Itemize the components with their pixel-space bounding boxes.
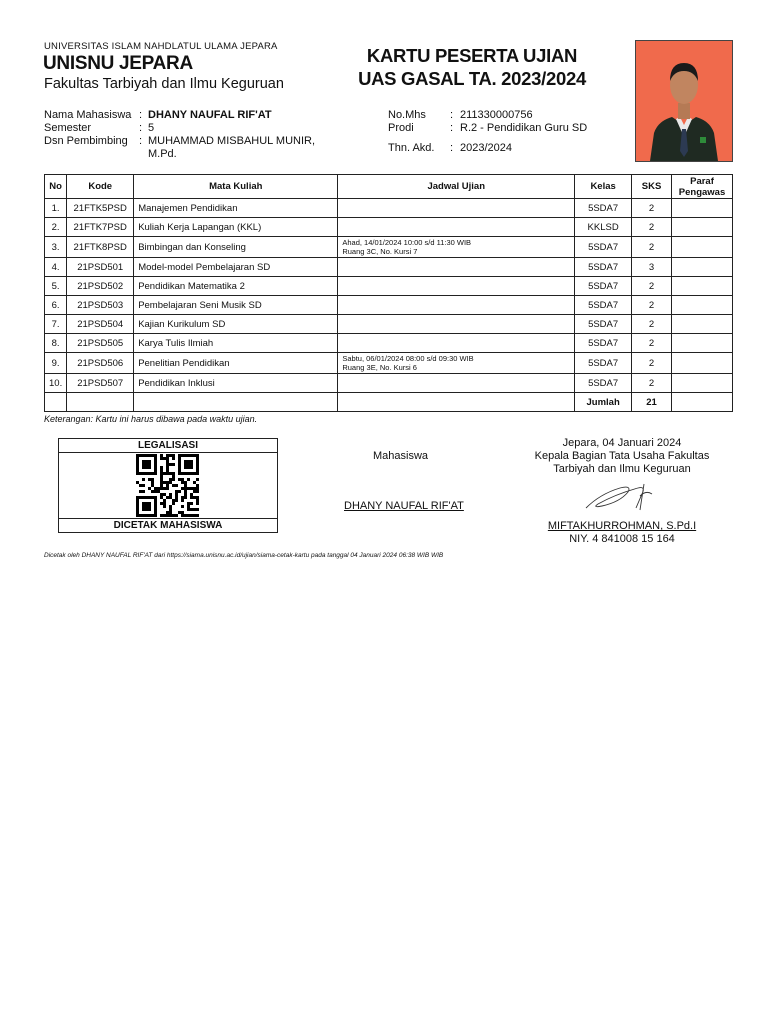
table-row [45, 237, 733, 258]
cell-kode: 21FTK5PSD [67, 199, 134, 218]
cell-kode: 21FTK8PSD [67, 237, 134, 258]
card-title [340, 44, 604, 90]
header-mata-kuliah: Mata Kuliah [134, 175, 338, 199]
cell-kode: 21PSD505 [67, 334, 134, 353]
cell-kelas: 5SDA7 [575, 237, 632, 258]
cell-jadwal [338, 199, 575, 218]
header-sks: SKS [632, 175, 672, 199]
prodi-value: R.2 - Pendidikan Guru SD [460, 122, 588, 134]
academic-year-label: Thn. Akd. [388, 142, 435, 154]
cell-mata-kuliah: Kajian Kurikulum SD [134, 315, 338, 334]
table-header-row [45, 175, 733, 199]
cell-paraf [672, 277, 733, 296]
student-photo-image [636, 41, 732, 161]
card-note: Keterangan: Kartu ini harus dibawa pada waktu ujian. [44, 414, 258, 424]
cell-no: 7. [45, 315, 67, 334]
cell-paraf [672, 315, 733, 334]
semester-colon: : [139, 122, 143, 134]
prodi-colon: : [450, 122, 454, 134]
schedule-jadwal1: Sabtu, 06/01/2024 08:00 s/d 09:30 WIB [342, 354, 474, 363]
schedule-jadwal1: Ahad, 14/01/2024 10:00 s/d 11:30 WIB [342, 238, 472, 247]
cell-paraf [672, 218, 733, 237]
cell-mata-kuliah: Bimbingan dan Konseling [134, 237, 338, 258]
header-paraf-pengawas [672, 175, 733, 199]
cell-kelas: 5SDA7 [575, 353, 632, 374]
cell-paraf [672, 374, 733, 393]
cell-no: 4. [45, 258, 67, 277]
cell-kelas: 5SDA7 [575, 374, 632, 393]
cell-mata-kuliah: Pendidikan Matematika 2 [134, 277, 338, 296]
qr-code-icon [136, 454, 199, 517]
cell-sks: 2 [632, 353, 672, 374]
cell-sks: 2 [632, 315, 672, 334]
cell-kode: 21PSD503 [67, 296, 134, 315]
table-row [45, 258, 733, 277]
official-niy: NIY. 4 841008 15 164 [569, 533, 675, 545]
legalisasi-title: LEGALISASI [59, 439, 277, 453]
name-label: Nama Mahasiswa [44, 109, 132, 121]
cell-kelas: 5SDA7 [575, 199, 632, 218]
cell-paraf [672, 199, 733, 218]
faculty-name: Fakultas Tarbiyah dan Ilmu Keguruan [44, 76, 284, 92]
official-identity [500, 520, 744, 546]
nim-value: 211330000756 [460, 109, 533, 121]
header-jadwal-ujian: Jadwal Ujian [338, 175, 575, 199]
cell-kode: 21PSD507 [67, 374, 134, 393]
advisor-label: Dsn Pembimbing [44, 135, 128, 147]
cell-kode: 21PSD501 [67, 258, 134, 277]
cell-jadwal [338, 277, 575, 296]
total-label: Jumlah [575, 393, 632, 412]
official-title-line1: Kepala Bagian Tata Usaha Fakultas [534, 450, 710, 462]
cell-sks: 2 [632, 199, 672, 218]
cell-kelas: 5SDA7 [575, 258, 632, 277]
table-total-row [45, 393, 733, 412]
card-title-line2: UAS GASAL TA. 2023/2024 [358, 68, 586, 89]
cell-jadwal [338, 353, 575, 374]
cell-kelas: KKLSD [575, 218, 632, 237]
prodi-label: Prodi [388, 122, 414, 134]
cell-kelas: 5SDA7 [575, 277, 632, 296]
cell-paraf [672, 258, 733, 277]
cell-sks: 2 [632, 218, 672, 237]
header-kelas: Kelas [575, 175, 632, 199]
nim-label: No.Mhs [388, 109, 426, 121]
cell-sks: 2 [632, 374, 672, 393]
student-name: DHANY NAUFAL RIF'AT [148, 109, 272, 121]
official-name: MIFTAKHURROHMAN, S.Pd.I [547, 520, 697, 532]
card-title-line1: KARTU PESERTA UJIAN [366, 45, 578, 66]
header-paraf-line2: Pengawas [678, 186, 726, 198]
university-name: UNIVERSITAS ISLAM NAHDLATUL ULAMA JEPARA [44, 41, 278, 52]
cell-jadwal [338, 374, 575, 393]
header-no: No [45, 175, 67, 199]
cell-kelas: 5SDA7 [575, 315, 632, 334]
semester-value: 5 [148, 122, 155, 134]
schedule-jadwal2: Ruang 3C, No. Kursi 7 [342, 247, 418, 256]
exam-schedule-table [44, 174, 733, 412]
cell-mata-kuliah: Pembelajaran Seni Musik SD [134, 296, 338, 315]
cell-sks: 2 [632, 296, 672, 315]
cell-no: 3. [45, 237, 67, 258]
cell-mata-kuliah: Karya Tulis Ilmiah [134, 334, 338, 353]
cell-mata-kuliah: Kuliah Kerja Lapangan (KKL) [134, 218, 338, 237]
cell-no: 9. [45, 353, 67, 374]
cell-kode: 21PSD506 [67, 353, 134, 374]
cell-paraf [672, 334, 733, 353]
cell-jadwal [338, 296, 575, 315]
official-title-line2: Tarbiyah dan Ilmu Keguruan [553, 463, 691, 475]
cell-sks: 3 [632, 258, 672, 277]
official-signature-block [500, 437, 744, 476]
cell-mata-kuliah: Model-model Pembelajaran SD [134, 258, 338, 277]
header-kode: Kode [67, 175, 134, 199]
advisor-name-line1: MUHAMMAD MISBAHUL MUNIR, [148, 135, 316, 147]
semester-label: Semester [44, 122, 92, 134]
header-paraf-line1: Paraf [690, 175, 714, 187]
cell-paraf [672, 237, 733, 258]
name-colon: : [139, 109, 143, 121]
official-signature-scribble [580, 480, 662, 514]
cell-kode: 21PSD504 [67, 315, 134, 334]
university-short-name: UNISNU JEPARA [43, 53, 193, 74]
cell-no: 2. [45, 218, 67, 237]
table-row [45, 334, 733, 353]
cell-jadwal [338, 237, 575, 258]
cell-no: 10. [45, 374, 67, 393]
cell-no: 8. [45, 334, 67, 353]
student-signature-name: DHANY NAUFAL RIF'AT [344, 500, 464, 512]
cell-mata-kuliah: Pendidikan Inklusi [134, 374, 338, 393]
cell-kelas: 5SDA7 [575, 296, 632, 315]
cell-jadwal [338, 218, 575, 237]
table-row [45, 199, 733, 218]
cell-sks: 2 [632, 334, 672, 353]
cell-kode: 21FTK7PSD [67, 218, 134, 237]
cell-paraf [672, 353, 733, 374]
table-row [45, 277, 733, 296]
legalisasi-footer: DICETAK MAHASISWA [59, 518, 277, 532]
cell-jadwal [338, 258, 575, 277]
table-row [45, 296, 733, 315]
student-signature-label: Mahasiswa [373, 450, 429, 462]
cell-kelas: 5SDA7 [575, 334, 632, 353]
cell-kode: 21PSD502 [67, 277, 134, 296]
table-row [45, 315, 733, 334]
advisor-colon: : [139, 135, 143, 147]
cell-mata-kuliah: Penelitian Pendidikan [134, 353, 338, 374]
advisor-name-line2: M.Pd. [148, 148, 177, 160]
legalisasi-box [58, 438, 278, 533]
cell-no: 1. [45, 199, 67, 218]
cell-paraf [672, 296, 733, 315]
place-date: Jepara, 04 Januari 2024 [562, 437, 682, 449]
print-footnote: Dicetak oleh DHANY NAUFAL RIF'AT dari https://siama.unisnu.ac.id/ujian/siama-cetak-kartu pada tanggal 04 Januari 2024 06:38 WIB WIB [44, 552, 444, 559]
table-row [45, 218, 733, 237]
cell-no: 5. [45, 277, 67, 296]
cell-jadwal [338, 315, 575, 334]
cell-sks: 2 [632, 237, 672, 258]
nim-colon: : [450, 109, 454, 121]
cell-mata-kuliah: Manajemen Pendidikan [134, 199, 338, 218]
cell-sks: 2 [632, 277, 672, 296]
cell-no: 6. [45, 296, 67, 315]
academic-year-colon: : [450, 142, 454, 154]
cell-jadwal [338, 334, 575, 353]
academic-year-value: 2023/2024 [460, 142, 512, 154]
schedule-jadwal2: Ruang 3E, No. Kursi 6 [342, 363, 417, 372]
student-photo [635, 40, 733, 162]
table-row [45, 353, 733, 374]
table-row [45, 374, 733, 393]
total-sks: 21 [632, 393, 672, 412]
